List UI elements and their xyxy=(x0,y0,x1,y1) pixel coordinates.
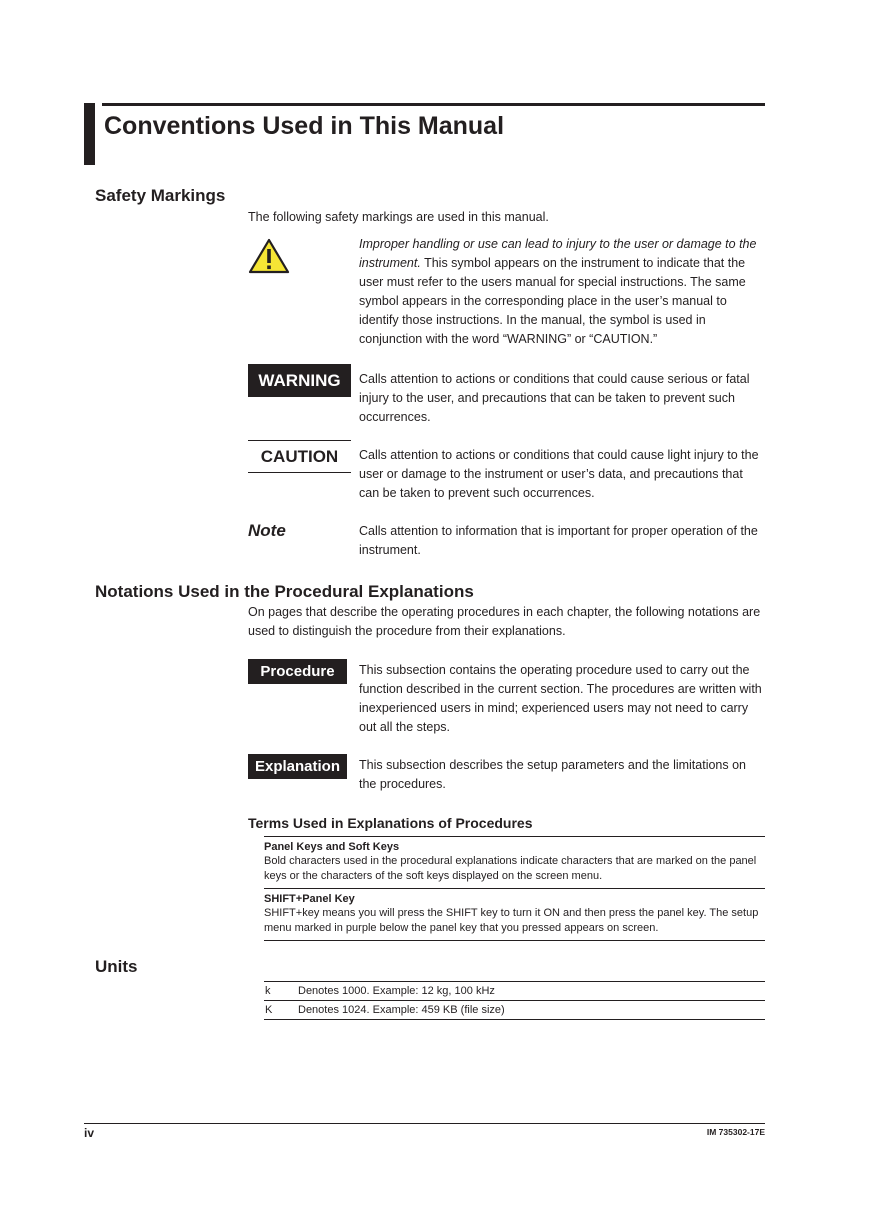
unit-description: Denotes 1024. Example: 459 KB (file size) xyxy=(298,1004,505,1016)
terms-row xyxy=(264,889,765,941)
explanation-description: This subsection describes the setup parameters and the limitations on the procedures. xyxy=(359,758,747,791)
warning-triangle-icon xyxy=(248,238,290,274)
term-name: SHIFT+Panel Key xyxy=(264,893,355,905)
symbol-description xyxy=(359,235,764,349)
notations-heading: Notations Used in the Procedural Explanations xyxy=(95,582,474,601)
explanation-label: Explanation xyxy=(248,754,347,779)
unit-symbol: k xyxy=(265,985,271,997)
safety-markings-heading: Safety Markings xyxy=(95,186,226,205)
page-number: iv xyxy=(84,1126,95,1140)
page-title: Conventions Used in This Manual xyxy=(104,112,505,140)
note-description: Calls attention to information that is important for proper operation of the instrument. xyxy=(359,524,758,557)
units-row xyxy=(264,982,765,1001)
caution-description: Calls attention to actions or conditions that could cause light injury to the user or damage to the instrument or user’s data, and precautions that can be taken to prevent such occurrences. xyxy=(359,448,759,500)
unit-description: Denotes 1000. Example: 12 kg, 100 kHz xyxy=(298,985,495,997)
terms-table xyxy=(264,836,765,941)
term-description: Bold characters used in the procedural explanations indicate characters that are marked on the panel keys or the characters of the soft keys displayed on the screen menu. xyxy=(264,855,757,882)
term-description: SHIFT+key means you will press the SHIFT key to turn it ON and then press the panel key. The setup menu marked in purple below the panel key that you pressed appears on screen. xyxy=(264,907,759,934)
procedure-label: Procedure xyxy=(248,659,347,684)
term-name: Panel Keys and Soft Keys xyxy=(264,841,400,853)
warning-description: Calls attention to actions or conditions that could cause serious or fatal injury to the user, and precautions that can be taken to prevent such occurrences. xyxy=(359,372,750,424)
notations-intro: On pages that describe the operating procedures in each chapter, the following notations are used to distinguish the procedure from their explanations. xyxy=(248,605,761,638)
title-rule xyxy=(102,103,765,106)
symbol-description-text: This symbol appears on the instrument to indicate that the user must refer to the users manual for special instructions. The same symbol appears in the corresponding place in the user’s manual to identify those instructions. In the manual, the symbol is used in conjunction with the word “WARNING” or “CAUTION.” xyxy=(359,256,746,346)
terms-row xyxy=(264,837,765,889)
caution-label: CAUTION xyxy=(248,440,351,473)
document-id: IM 735302-17E xyxy=(706,1127,765,1137)
warning-label: WARNING xyxy=(248,364,351,397)
procedure-description: This subsection contains the operating procedure used to carry out the function described in the current section. The procedures are written with inexperienced users in mind; experienced users may not need to carry out all the steps. xyxy=(359,663,762,734)
units-heading: Units xyxy=(95,957,138,976)
footer-rule xyxy=(84,1123,765,1124)
symbol-description-italic: Improper handling or use can lead to injury to the user or damage to the instrument. xyxy=(359,237,757,270)
unit-symbol: K xyxy=(265,1004,273,1016)
note-label: Note xyxy=(248,521,286,540)
safety-intro: The following safety markings are used in this manual. xyxy=(248,210,549,224)
units-table xyxy=(264,981,765,1020)
terms-heading: Terms Used in Explanations of Procedures xyxy=(248,815,533,831)
units-row xyxy=(264,1001,765,1020)
title-bar-decoration xyxy=(84,103,95,165)
